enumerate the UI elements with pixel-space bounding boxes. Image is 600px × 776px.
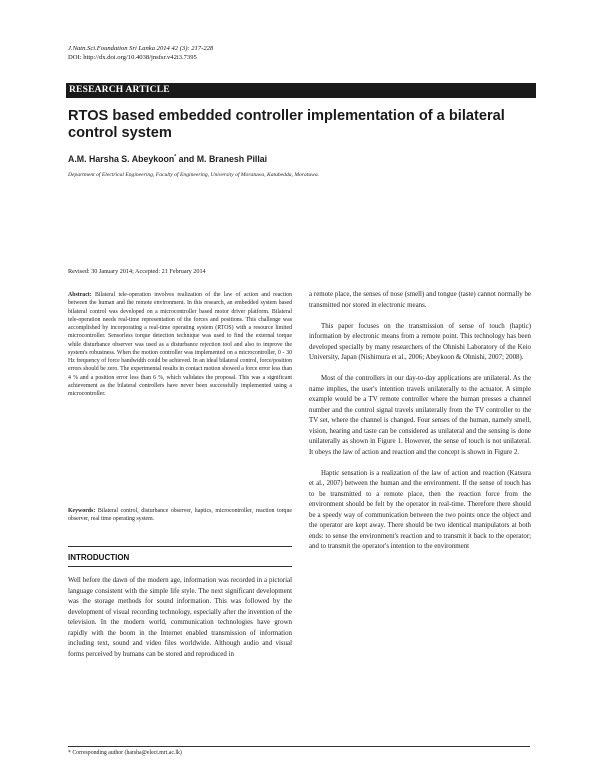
article-type-banner: RESEARCH ARTICLE xyxy=(66,83,536,98)
section-rule-top xyxy=(68,546,292,547)
right-paragraph: a remote place, the senses of nose (smell) and tongue (taste) cannot normally be transmitted nor stored in electronic means. xyxy=(309,291,531,309)
section-rule-bottom xyxy=(68,566,292,567)
author-primary: A.M. Harsha S. Abeykoon xyxy=(68,154,175,164)
abstract-label: Abstract: xyxy=(68,292,92,298)
paper-title: RTOS based embedded controller implementation of a bilateral control system xyxy=(68,108,505,141)
keywords-text: Bilateral control, disturbance observer, haptics, microcontroller, reaction torque observer, real time operating system. xyxy=(68,508,292,523)
author-secondary: and M. Branesh Pillai xyxy=(176,154,268,164)
corresponding-mark: * xyxy=(174,154,177,161)
right-column xyxy=(309,290,531,553)
footnote: * Corresponding author (harsha@elect.mrt.ac.lk) xyxy=(68,750,182,756)
journal-doi: DOI: http://dx.doi.org/10.4038/jnsfsr.v42i3.7395 xyxy=(68,54,197,61)
right-paragraph: Most of the controllers in our day-to-day applications are unilateral. As the name implies, the user's intention travels unilaterally to the actuator. A simple example would be a TV remote controller where the human presses a channel number and the control signal travels unilaterally from the TV controller to the TV set, where the channel is changed. Four senses of the human, namely smell, vision, hearing and taste can be considered as unilateral and the sensing is done unilaterally as shown in Figure 1. However, the sense of touch is not unilateral. It obeys the law of action and reaction and the concept is shown in Figure 2. xyxy=(309,375,531,456)
abstract-text: Bilateral tele-operation involves realization of the law of action and reaction between the human and the remote environment. In this research, an embedded system based bilateral control was developed on a microcontroller based motor driver platform. Bilateral tele-operation needs real-time representation of the forces and positions. This challenge was accomplished by incorporating a real-time operating system (RTOS) with a resource limited microcontroller. Sensorless torque detection technique was used to find the external torque while disturbance observer was used as a disturbance rejection tool and also to improve the system's robustness. When the motion controller was implemented on a microcontroller, 0 - 30 Hz frequency of force bandwidth could be achieved. In an ideal bilateral control, force/position errors should be zero. The experimental results in contact motion showed a force error less than 4 % and a position error less than 6 %, which validates the proposal. This was a significant achievement as the bilateral controllers have never been successfully implemented using a microcontroller. xyxy=(68,292,292,397)
affiliation: Department of Electrical Engineering, Faculty of Engineering, University of Moratuwa, Katubedda, Moratuwa. xyxy=(68,172,320,178)
journal-citation: J.Natn.Sci.Foundation Sri Lanka 2014 42 (3): 217-228 xyxy=(68,45,214,52)
author-list xyxy=(68,154,267,164)
abstract xyxy=(68,291,292,398)
footnote-rule xyxy=(68,746,530,747)
intro-heading: INTRODUCTION xyxy=(68,553,130,562)
received-dates: Revised: 30 January 2014; Accepted: 21 February 2014 xyxy=(68,268,206,275)
intro-paragraph: Well before the dawn of the modern age, information was recorded in a pictorial language consistent with the simple life style. The next significant development was the storage methods for sound information. This was followed by the development of visual recording technology, especially after the invention of the television. In the modern world, communication technologies have grown rapidly with the boom in the Internet enabled transmission of information including text, sound and video files worldwide. Although audio and visual forms perceived by humans can be stored and reproduced in xyxy=(68,577,292,658)
journal-info xyxy=(68,44,213,62)
keywords xyxy=(68,507,292,524)
right-paragraph: This paper focuses on the transmission of sense of touch (haptic) information by electronic means from a remote point. This technology has been developed specially by many researchers of the Ohnishi Laboratory of the Keio University, Japan (Nishimura et al., 2006; Abeykoon & Ohnishi, 2007; 2008). xyxy=(309,322,531,361)
right-paragraph: Haptic sensation is a realization of the law of action and reaction (Katsura et al., 2007) between the human and the environment. If the sense of touch has to be transmitted to a remote place, then the reaction force from the environment should be felt by the operator in real-time. Therefore there should be a speedy way of communication between the two points once the object and the operator are kept away. There should be two identical manipulators at both ends: to sense the environment's reaction and to transmit it back to the operator; and to transmit the operator's intention to the environment xyxy=(309,469,531,550)
keywords-label: Keywords: xyxy=(68,508,96,514)
